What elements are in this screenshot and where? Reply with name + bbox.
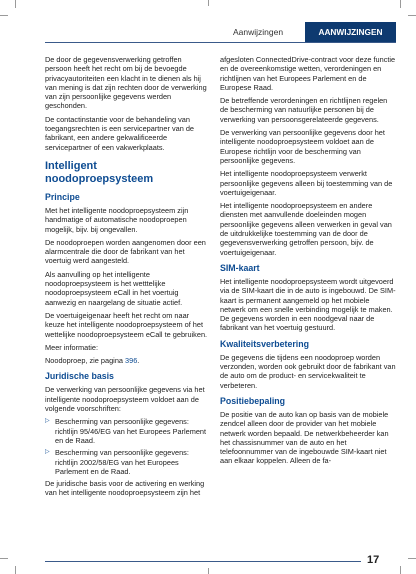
paragraph: De voertuigeigenaar heeft het recht om naar keuze het intelligente noodoproepsysteem of het wettelijke noodoproepsysteem eCall te gebruiken. — [45, 310, 208, 339]
cross-reference-suffix: . — [137, 356, 140, 366]
paragraph: Als aanvulling op het intelligente noodoproepsysteem is het wetttelijke noodoproepsysteem eCall in het voertuig aanwezig en naargelang de situatie actief. — [45, 269, 183, 307]
list-item — [45, 448, 208, 476]
crop-mark — [15, 0, 16, 8]
crop-mark — [400, 566, 401, 574]
paragraph: afgesloten ConnectedDrive-contract voor deze functie en de overeenkomstige wetten, verordeningen en richtlijnen van het Europees Parlement en de Europese Raad. — [220, 55, 396, 92]
crop-mark — [408, 15, 416, 16]
crop-mark — [408, 558, 416, 559]
more-info-label: Meer informatie: — [45, 342, 99, 352]
paragraph: De contactinstantie voor de behandeling van toegangsrechten is een servicepartner van de fabrikant, een andere gekwalificeerde servicepartner of een vakwerkplaats. — [45, 114, 195, 152]
header-rule — [45, 42, 396, 43]
paragraph: Het intelligente noodoproepsysteem verwerkt persoonlijke gegevens alleen bij toestemming van de voertuigeigenaar. — [220, 169, 393, 197]
subsection-heading: Positiebepaling — [220, 395, 286, 406]
crop-mark — [15, 566, 16, 574]
list-item-text: Bescherming van persoonlijke gegevens: richtlijn 95/46/EG van het Europees Parlement en de Raad. — [55, 417, 207, 445]
paragraph: De gegevens die tijdens een noodoproep worden verzonden, worden ook gebruikt door de fabrikant van de auto om de product- en servicekwaliteit te verbeteren. — [220, 352, 396, 390]
left-column — [45, 55, 208, 498]
paragraph: De juridische basis voor de activering en werking van het intelligente noodoproepsysteem zijn het — [45, 479, 205, 498]
paragraph: Het intelligente noodoproepsysteem en andere diensten met aanvullende doeleinden mogen persoonlijke gegevens alleen verwerken in geval van de uitdrukkelijke toestemming van de door de gegevensverwerking getroffen persoon, bijv. de voertuigeigenaar. — [220, 201, 392, 257]
cross-reference-text: Noodoproep, zie pagina — [45, 356, 126, 366]
subsection-heading: SIM-kaart — [220, 262, 260, 273]
footer-rule — [45, 561, 361, 562]
crop-mark — [0, 15, 8, 16]
section-heading: Intelligent noodoproepsysteem — [45, 159, 154, 185]
section-label: Aanwijzingen — [233, 27, 284, 37]
chapter-tab: AANWIJZINGEN — [305, 22, 396, 42]
right-column — [220, 55, 396, 466]
crop-mark — [0, 558, 8, 559]
paragraph: De noodoproepen worden aangenomen door een alarmcentrale die door de fabrikant van het voertuig werd aangesteld. — [45, 237, 206, 266]
list-item-text: Bescherming van persoonlijke gegevens: richtlijn 2002/58/EG van het Europees Parlement en de Raad. — [55, 448, 189, 476]
paragraph: De positie van de auto kan op basis van de mobiele zendcel alleen door de provider van het mobiele netwerk worden bepaald. De netwerkbeheerder kan het chassisnummer van de auto en het telefoonnummer van de ingebouwde SIM-kaart niet aan elkaar koppelen. Alleen de fa- — [220, 409, 389, 466]
paragraph: Met het intelligente noodoproepsysteem zijn handmatige of automatische noodoproepen mogelijk, bijv. bij ongevallen. — [45, 205, 189, 234]
cross-reference — [45, 356, 208, 365]
crop-mark — [208, 0, 209, 6]
bullet-list — [45, 417, 208, 476]
list-item — [45, 417, 208, 445]
triangle-bullet-icon: ▷ — [45, 449, 50, 456]
page-number: 17 — [367, 554, 380, 566]
paragraph: Het intelligente noodoproepsysteem wordt uitgevoerd via de SIM-kaart die in de auto is ingebouwd. De SIM-kaart is permanent aangemeld op het mobiele netwerk om een snelle verbinding mogelijk te maken. De gegevens worden in een noodgeval naar de fabrikant van het voertuig gestuurd. — [220, 276, 396, 333]
crop-mark — [400, 0, 401, 8]
page-link[interactable]: 396 — [125, 356, 138, 366]
paragraph: De verwerking van persoonlijke gegevens door het intelligente noodoproepsysteem voldoet aan de Europese richtlijn voor de bescherming van persoonlijke gegevens. — [220, 128, 385, 165]
triangle-bullet-icon: ▷ — [45, 418, 50, 425]
subsection-heading: Principe — [45, 191, 80, 202]
paragraph: De verwerking van persoonlijke gegevens via het intelligente noodoproepsysteem voldoet aan de volgende voorschriften: — [45, 385, 205, 414]
subsection-heading: Kwaliteitsverbetering — [220, 338, 309, 349]
subsection-heading: Juridische basis — [45, 371, 114, 382]
paragraph: De betreffende verordeningen en richtlijnen regelen de bescherming van natuurlijke personen bij de verwerking van persoonsgerelateerde gegevens. — [220, 96, 388, 124]
paragraph: De door de gegevensverwerking getroffen persoon heeft het recht om bij de bevoegde privacyautoriteiten een klacht in te dienen als hij van mening is dat zijn rechten door de verwerking van zijn persoonlijke gegevens werden geschonden. — [45, 55, 207, 111]
crop-mark — [208, 568, 209, 574]
